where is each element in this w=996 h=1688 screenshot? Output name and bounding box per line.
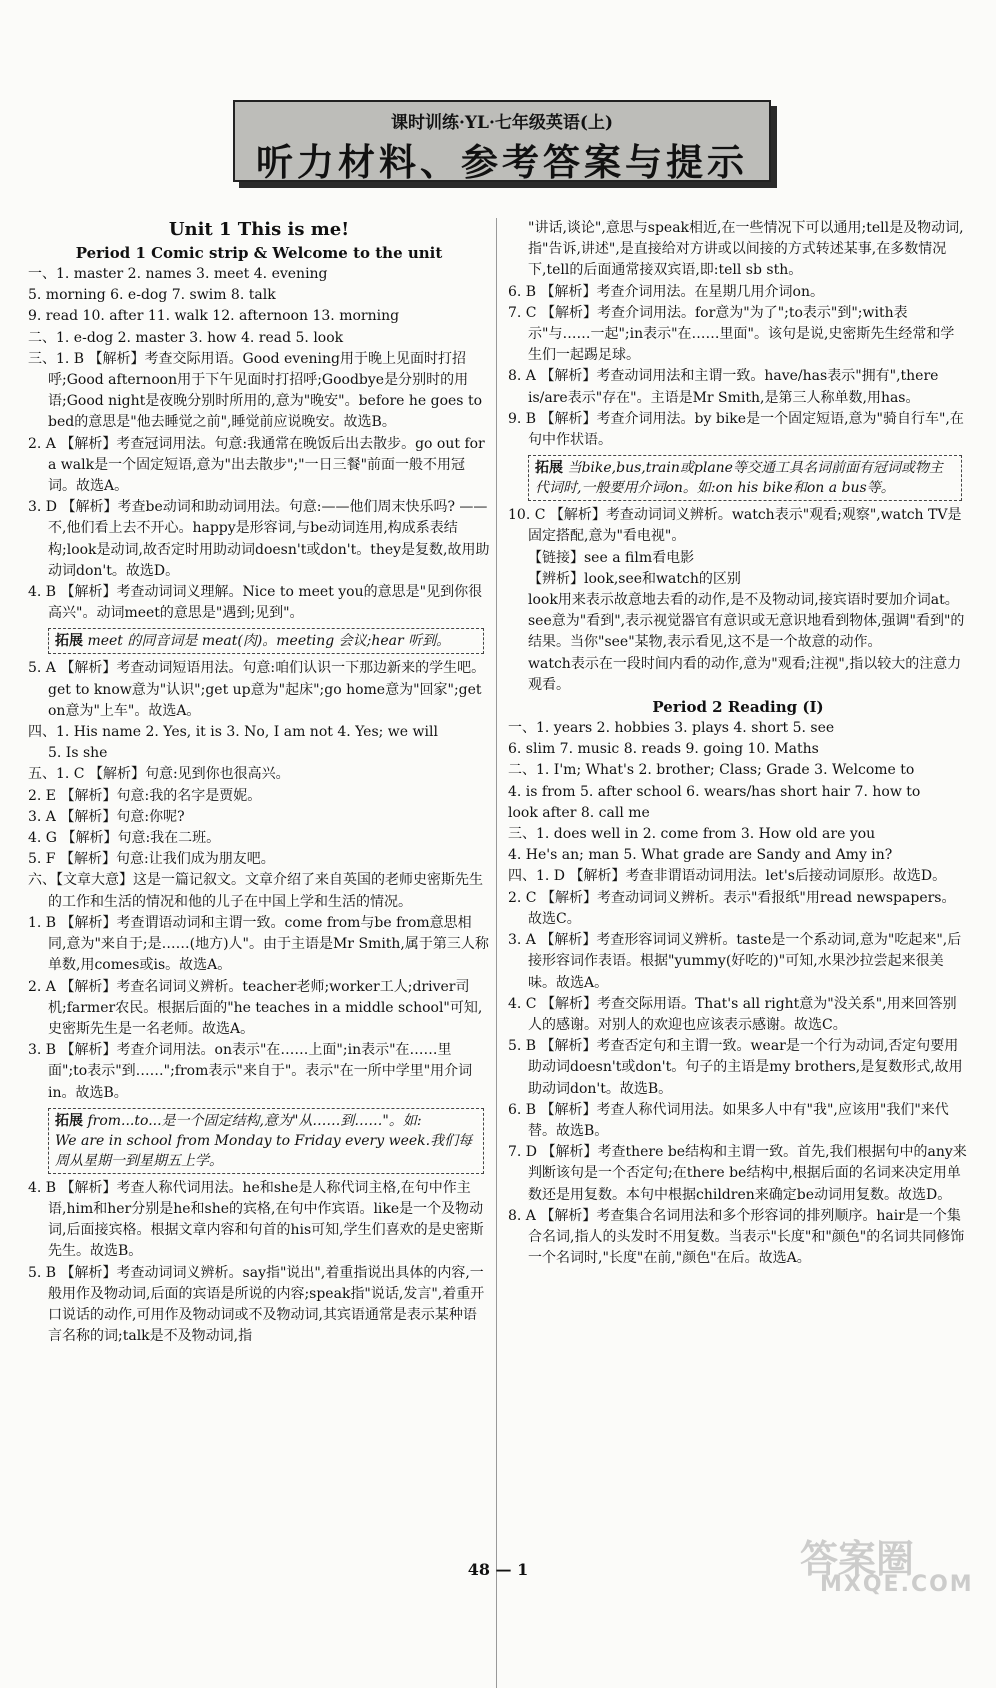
analysis-note: 【辨析】look,see和watch的区别 — [528, 570, 741, 587]
extension-label: 拓展 — [55, 633, 83, 650]
answer-item: 5. B 【解析】考查否定句和主谓一致。wear是一个行为动词,否定句要用助动词doesn't或don't。句子的主语是my brothers,是复数形式,故用助动词don't。故选B。 — [508, 1038, 963, 1097]
column-divider — [496, 218, 497, 1688]
answer-line: 5. Is she — [48, 745, 108, 762]
answer-item: 2. A 【解析】考查名词词义辨析。teacher老师;worker工人;driver司机;farmer农民。根据后面的"he teaches in a middle school"可知,史密斯先生是一名老师。故选A。 — [28, 978, 483, 1037]
answer-item: 8. A 【解析】考查动词用法和主谓一致。have/has表示"拥有",there is/are表示"存在"。主语是Mr Smith,是第三人称单数,用has。 — [508, 368, 939, 406]
extension-label: 拓展 — [535, 460, 563, 477]
answer-item: 3. D 【解析】考查be动词和助动词用法。句意:——他们周末快乐吗? ——不,他们看上去不开心。happy是形容词,与be动词连用,构成系表结构;look是动词,故否定时用助动词doesn't或don't。they是复数,故用助动词don't。故选D。 — [28, 499, 490, 579]
answer-item: 1. B 【解析】考查谓语动词和主谓一致。come from与be from意思相同,意为"来自于;是……(地方)人"。由于主语是Mr Smith,属于第三人称单数,用comes或is。故选A。 — [28, 914, 489, 974]
answer-item: 4. B 【解析】考查动词词义理解。Nice to meet you的意思是"见到你很高兴"。动词meet的意思是"遇到;见到"。 — [28, 584, 483, 622]
analysis-note: watch表示在一段时间内看的动作,意为"观看;注视",指以较大的注意力观看。 — [528, 655, 962, 693]
answer-item: 3. A 【解析】考查形容词词义辨析。taste是一个系动词,意为"吃起来",后接形容词作表语。根据"yummy(好吃的)"可知,水果沙拉尝起来很美味。故选A。 — [508, 932, 962, 991]
answer-item: 六、【文章大意】这是一篇记叙文。文章介绍了来自英国的老师史密斯先生的工作和生活的情况和他的儿子在中国上学和生活的情况。 — [28, 872, 483, 910]
right-column — [508, 218, 968, 1269]
answer-line: 3. A 【解析】句意:你呢? — [28, 808, 185, 825]
watermark-text: 答案圈 — [800, 1537, 915, 1581]
answer-item: 8. A 【解析】考查集合名词用法和多个形容词的排列顺序。hair是一个集合名词,指人的头发时不用复数。当表示"长度"和"颜色"的名词共同修饰一个名词时,"长度"在前,"颜色"在后。故选A。 — [508, 1207, 965, 1267]
header-banner — [233, 100, 771, 182]
answer-line: 三、1. does well in 2. come from 3. How old are you — [508, 826, 876, 843]
answer-item: "讲话,谈论",意思与speak相近,在一些情况下可以通用;tell是及物动词,指"告诉,讲述",是直接给对方讲或以间接的方式转述某事,在多数情况下,tell的后面通常接双宾语,即:tell sb sth。 — [528, 220, 964, 279]
answer-item: 6. B 【解析】考查人称代词用法。如果多人中有"我",应该用"我们"来代替。故选B。 — [508, 1101, 949, 1139]
answer-line: 五、1. C 【解析】句意:见到你也很高兴。 — [28, 766, 290, 783]
answer-item: 2. A 【解析】考查冠词用法。句意:我通常在晚饭后出去散步。go out for a walk是一个固定短语,意为"出去散步";"一日三餐"前面一般不用冠词。故选A。 — [28, 435, 485, 495]
answer-line: 4. is from 5. after school 6. wears/has short hair 7. how to — [508, 783, 921, 800]
unit-title: Unit 1 This is me! — [168, 219, 350, 240]
answer-line: 5. morning 6. e-dog 7. swim 8. talk — [28, 287, 276, 304]
extension-text: 当bike,bus,train或plane等交通工具名词前面有冠词或物主代词时,一般要用介词on。如:on his bike和on a bus等。 — [535, 460, 943, 497]
answer-item: 4. B 【解析】考查人称代词用法。he和she是人称代词主格,在句中作主语,him和her分别是he和she的宾格,在句中作宾语。like是一个及物动词,后面接宾格。根据文章内容和句首的his可知,学生们喜欢的是史密斯先生。故选B。 — [28, 1179, 484, 1260]
left-column — [28, 218, 490, 1347]
analysis-note: see意为"看到",表示视觉器官有意识或无意识地看到物体,强调"看到"的结果。当你"see"某物,表示看见,这不是一个故意的动作。 — [528, 613, 965, 651]
answer-line: 二、1. e-dog 2. master 3. how 4. read 5. look — [28, 329, 344, 346]
answer-item: 2. C 【解析】考查动词词义辨析。表示"看报纸"用read newspapers。故选C。 — [508, 889, 956, 927]
banner-subtitle: 课时训练·YL·七年级英语(上) — [390, 113, 613, 133]
extension-label: 拓展 — [55, 1112, 83, 1129]
answer-item: 7. C 【解析】考查介词用法。for意为"为了";to表示"到";with表示"与……一起";in表示"在……里面"。该句是说,史密斯先生经常和学生们一起踢足球。 — [508, 304, 955, 364]
answer-line: 6. slim 7. music 8. reads 9. going 10. Maths — [508, 741, 819, 758]
answer-item: 6. B 【解析】考查介词用法。在星期几用介词on。 — [508, 283, 824, 300]
answer-item: 7. D 【解析】考查there be结构和主谓一致。首先,我们根据句中的any来判断该句是一个否定句;在there be结构中,根据后面的名词来决定用单数还是用复数。本句中根据children来确定be动词用复数。故选D。 — [508, 1144, 967, 1203]
answer-item: 9. B 【解析】考查介词用法。by bike是一个固定短语,意为"骑自行车",在句中作状语。 — [508, 410, 964, 449]
answer-item: 四、1. D 【解析】考查非谓语动词用法。let's后接动词原形。故选D。 — [508, 868, 947, 885]
answer-line: 4. G 【解析】句意:我在二班。 — [28, 830, 221, 847]
extension-box — [48, 628, 484, 654]
answer-item: 10. C 【解析】考查动词词义辨析。watch表示"观看;观察",watch TV是固定搭配,意为"看电视"。 — [508, 507, 962, 545]
period-title: Period 2 Reading (Ⅰ) — [652, 698, 824, 717]
answer-line: 2. E 【解析】句意:我的名字是贾妮。 — [28, 787, 262, 804]
extension-box — [528, 455, 962, 501]
banner-title: 听力材料、参考答案与提示 — [256, 140, 748, 184]
link-note: 【链接】see a film看电影 — [528, 549, 695, 566]
answer-line: 4. He's an; man 5. What grade are Sandy and Amy in? — [508, 847, 893, 864]
answer-line: look after 8. call me — [508, 804, 650, 821]
answer-line: 二、1. I'm; What's 2. brother; Class; Grade 3. Welcome to — [508, 762, 915, 779]
analysis-note: look用来表示故意地去看的动作,是不及物动词,接宾语时要加介词at。 — [528, 592, 959, 609]
answer-line: 5. F 【解析】句意:让我们成为朋友吧。 — [28, 851, 275, 868]
answer-line: 9. read 10. after 11. walk 12. afternoon 13. morning — [28, 308, 400, 325]
extension-box — [48, 1108, 484, 1174]
watermark-logo — [800, 1528, 974, 1598]
extension-example: We are in school from Monday to Friday every week.我们每周从星期一到星期五上学。 — [55, 1132, 473, 1169]
page-number: 48 — 1 — [467, 1560, 529, 1579]
answer-line: 一、1. years 2. hobbies 3. plays 4. short 5. see — [508, 720, 835, 737]
answer-item: 5. B 【解析】考查动词词义辨析。say指"说出",着重指说出具体的内容,一般用作及物动词,后面的宾语是所说的内容;speak指"说话,发言",着重开口说话的动作,可用作及物动词或不及物动词,其宾语通常是表示某种语言名称的词;talk是不及物动词,指 — [28, 1264, 485, 1345]
answer-item: 4. C 【解析】考查交际用语。That's all right意为"没关系",用来回答别人的感谢。对别人的欢迎也应该表示感谢。故选C。 — [508, 995, 957, 1033]
answer-item: 三、1. B 【解析】考查交际用语。Good evening用于晚上见面时打招呼;Good afternoon用于下午见面时打招呼;Goodbye是分别时的用语;Good night是夜晚分别时所用的,意为"晚安"。before he goes to bed的意思是"他去睡觉之前",睡觉前应说晚安。故选B。 — [28, 350, 482, 431]
answer-line: 一、1. master 2. names 3. meet 4. evening — [28, 266, 328, 282]
answer-item: 5. A 【解析】考查动词短语用法。句意:咱们认识一下那边新来的学生吧。get to know意为"认识";get up意为"起床";go home意为"回家";get on意为"上车"。故选A。 — [28, 660, 486, 719]
watermark-url: MXQE.COM — [820, 1572, 974, 1597]
period-title: Period 1 Comic strip & Welcome to the unit — [75, 244, 443, 262]
extension-text: from...to...是一个固定结构,意为"从……到……"。如: — [87, 1112, 422, 1129]
answer-item: 3. B 【解析】考查介词用法。on表示"在……上面";in表示"在……里面";to表示"到……";from表示"来自于"。表示"在一所中学里"用介词in。故选B。 — [28, 1042, 473, 1101]
answer-line: 四、1. His name 2. Yes, it is 3. No, I am not 4. Yes; we will — [28, 724, 438, 741]
extension-text: meet 的同音词是 meat(肉)。meeting 会议;hear 听到。 — [87, 633, 451, 650]
